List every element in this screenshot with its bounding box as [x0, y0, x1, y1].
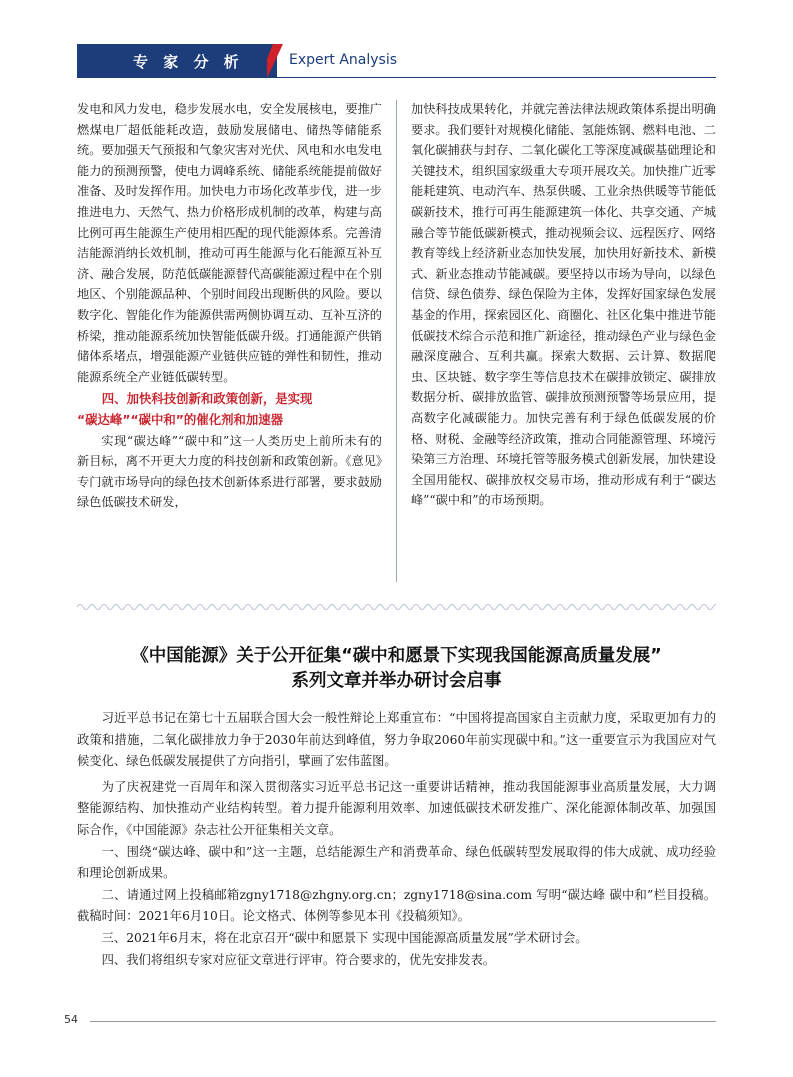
notice-body — [77, 708, 716, 971]
banner-slant — [259, 44, 273, 78]
notice-paragraph-2: 为了庆祝建党一百周年和深入贯彻落实习近平总书记这一重要讲话精神，推动我国能源事业高质量发展，大力调整能源结构、加快推动产业结构转型。着力提升能源利用效率、加速低碳技术研发推广、深化能源体制改革、加强国际合作，《中国能源》杂志社公开征集相关文章。 — [77, 779, 716, 837]
section-banner — [77, 44, 277, 78]
right-paragraph-1: 加快科技成果转化，并就完善法律法规政策体系提出明确要求。我们要针对规模化储能、氢能炼钢、燃料电池、二氧化碳捕获与封存、二氧化碳化工等深度减碳基础理论和关键技术，组织国家级重大专项开展攻关。加快推广近零能耗建筑、电动汽车、热泵供暖、工业余热供暖等节能低碳新技术，推行可再生能源建筑一体化、共享交通、产城融合等节能低碳新模式，推动视频会议、远程医疗、网络教育等线上经济新业态加快发展，加快用好新技术、新模式、新业态推动节能减碳。要坚持以市场为导向，以绿色信贷、绿色债券、绿色保险为主体，发挥好国家绿色发展基金的作用，探索园区化、商圈化、社区化集中推进节能低碳技术综合示范和推广新途径，推动绿色产业与绿色金融深度融合、互利共赢。探索大数据、云计算、数据爬虫、区块链、数字孪生等信息技术在碳排放锁定、碳排放数据分析、碳排放监管、碳排放预测预警等场景应用，提高数字化减碳能力。加快完善有利于绿色低碳发展的价格、财税、金融等经济政策，推动合同能源管理、环境污染第三方治理、环境托管等服务模式创新发展，加快建设全国用能权、碳排放权交易市场，推动形成有利于“碳达峰”“碳中和”的市场预期。 — [411, 102, 716, 508]
section-heading-line-2: “碳达峰”“碳中和”的催化剂和加速器 — [77, 411, 284, 427]
section-title-cn: 专 家 分 析 — [133, 53, 244, 71]
left-column — [77, 99, 382, 513]
header-rule — [277, 77, 716, 78]
notice-item-3: 三、2021年6月末，将在北京召开“碳中和愿景下 实现中国能源高质量发展”学术研讨会。 — [101, 930, 588, 945]
section-heading-line-1: 四、加快科技创新和政策创新，是实现 — [101, 391, 313, 407]
left-paragraph-2: 实现“碳达峰”“碳中和”这一人类历史上前所未有的新目标，离不开更大力度的科技创新和政策创新。《意见》专门就市场导向的绿色技术创新体系进行部署，要求鼓励绿色低碳技术研发， — [77, 433, 382, 510]
wave-divider — [77, 600, 716, 614]
notice-title — [77, 644, 716, 694]
notice-item-2: 二、请通过网上投稿邮箱zgny1718@zhgny.org.cn；zgny1718@sina.com 写明“碳达峰 碳中和”栏目投稿。截稿时间：2021年6月10日。论文格式、体例等参见本刊《投稿须知》。 — [77, 887, 716, 924]
notice-title-line-2: 系列文章并举办研讨会启事 — [291, 671, 502, 691]
right-column — [411, 99, 716, 511]
column-divider — [396, 100, 397, 582]
section-title-en: Expert Analysis — [289, 52, 398, 68]
page-header — [77, 44, 716, 78]
page-number: 54 — [64, 1013, 78, 1026]
notice-paragraph-1: 习近平总书记在第七十五届联合国大会一般性辩论上郑重宣布：“中国将提高国家自主贡献力度，采取更加有力的政策和措施，二氧化碳排放力争于2030年前达到峰值，努力争取2060年前实现碳中和。”这一重要宣示为我国应对气候变化、绿色低碳发展提供了方向指引，擘画了宏伟蓝图。 — [77, 711, 716, 769]
section-heading-4 — [77, 389, 382, 430]
footer-rule — [90, 1021, 716, 1022]
notice-item-1: 一、围绕“碳达峰、碳中和”这一主题，总结能源生产和消费革命、绿色低碳转型发展取得的伟大成就、成功经验和理论创新成果。 — [77, 844, 716, 881]
notice-item-4: 四、我们将组织专家对应征文章进行评审。符合要求的，优先安排发表。 — [101, 952, 496, 967]
left-paragraph-1: 发电和风力发电，稳步发展水电，安全发展核电，要推广燃煤电厂超低能耗改造，鼓励发展储电、储热等储能系统。要加强天气预报和气象灾害对光伏、风电和水电发电能力的预测预警，使电力调峰系统、储能系统能提前做好准备、及时发挥作用。加快电力市场化改革步伐，进一步推进电力、天然气、热力价格形成机制的改革，构建与高比例可再生能源生产使用相匹配的现代能源体系。完善清洁能源消纳长效机制，推动可再生能源与化石能源互补互济、融合发展，防范低碳能源替代高碳能源过程中在个别地区、个别能源品种、个别时间段出现断供的风险。要以数字化、智能化作为能源供需两侧协调互动、互补互济的桥梁，推动能源系统加快智能低碳升级。打通能源产供销储体系堵点，增强能源产业链供应链的弹性和韧性，推动能源系统全产业链低碳转型。 — [77, 102, 382, 384]
notice-title-line-1: 《中国能源》关于公开征集“碳中和愿景下实现我国能源高质量发展” — [131, 646, 662, 666]
